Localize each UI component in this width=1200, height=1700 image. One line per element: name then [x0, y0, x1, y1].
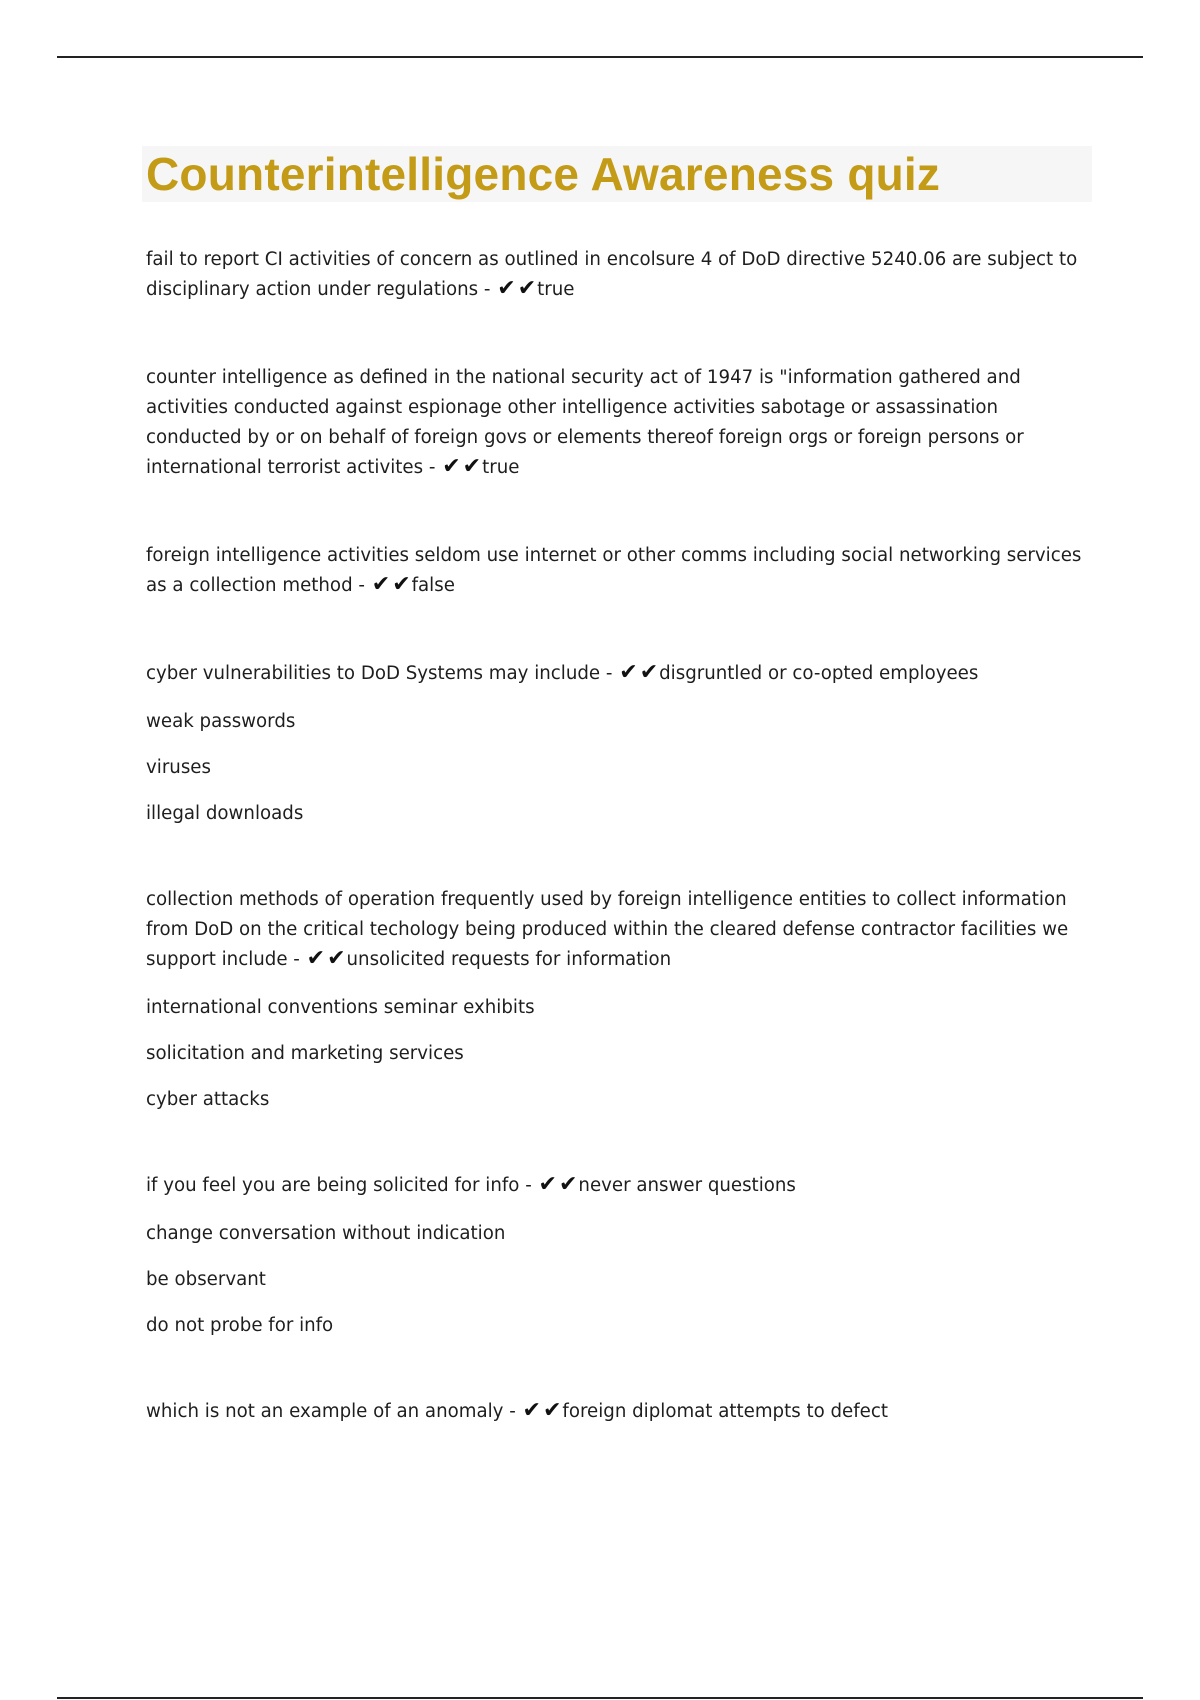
checkmark-icon: ✔ — [522, 1398, 541, 1423]
answer-extra-line: international conventions seminar exhibits — [146, 997, 535, 1018]
qa-item — [146, 363, 1091, 483]
answer-extra-line: cyber attacks — [146, 1089, 270, 1110]
checkmark-icon: ✔ — [462, 454, 482, 479]
separator: - — [423, 457, 442, 478]
separator: - — [519, 1175, 538, 1196]
checkmark-icon: ✔ — [392, 572, 411, 597]
document-title: Counterintelligence Awareness quiz — [146, 148, 941, 200]
question-text: collection methods of operation frequently used by foreign intelligence entities to collect information from DoD on the critical techology being produced within the cleared defense contractor facilities we support include — [146, 889, 1069, 970]
question-text: foreign intelligence activities seldom use internet or other comms including social networking services as a collection method — [146, 545, 1082, 596]
answer-extra-line: illegal downloads — [146, 803, 304, 824]
answer-text: false — [411, 575, 455, 596]
answer-text: true — [482, 457, 520, 478]
answer-extra-line: solicitation and marketing services — [146, 1043, 464, 1064]
separator: - — [503, 1401, 522, 1422]
qa-item — [146, 1171, 1091, 1339]
checkmark-icon: ✔ — [371, 572, 391, 597]
question-text: cyber vulnerabilities to DoD Systems may include — [146, 663, 601, 684]
qa-line — [146, 541, 1091, 601]
checkmark-icon: ✔ — [306, 946, 326, 971]
answer-text: foreign diplomat attempts to defect — [562, 1401, 888, 1422]
qa-item — [146, 659, 1091, 827]
qa-line — [146, 245, 1091, 305]
qa-line — [146, 363, 1091, 483]
checkmark-icon: ✔ — [619, 660, 638, 685]
answer-extra-line: do not probe for info — [146, 1315, 334, 1336]
question-text: which is not an example of an anomaly — [146, 1401, 504, 1422]
answer-extra-line: weak passwords — [146, 711, 296, 732]
footer-rule — [57, 1697, 1143, 1699]
question-text: fail to report CI activities of concern as outlined in encolsure 4 of DoD directive 5240.06 are subject to disciplinary action under regulations — [146, 249, 1078, 300]
qa-line — [146, 1397, 1091, 1427]
qa-line — [146, 885, 1091, 975]
checkmark-icon: ✔ — [442, 454, 461, 479]
header-rule — [57, 56, 1143, 58]
checkmark-icon: ✔ — [538, 1172, 557, 1197]
qa-item — [146, 1397, 1091, 1427]
answer-extra-line: viruses — [146, 757, 211, 778]
separator: - — [287, 949, 306, 970]
answer-text: disgruntled or co-opted employees — [659, 663, 979, 684]
checkmark-icon: ✔ — [517, 276, 537, 301]
answer-text: never answer questions — [578, 1175, 796, 1196]
answer-text: unsolicited requests for information — [346, 949, 672, 970]
question-text: if you feel you are being solicited for info — [146, 1175, 520, 1196]
checkmark-icon: ✔ — [327, 946, 346, 971]
question-text: counter intelligence as defined in the national security act of 1947 is "information gathered and activities conducted against espionage other intelligence activities sabotage or assassination conducted by or on behalf of foreign govs or elements thereof foreign orgs or foreign persons or international terrorist activites — [146, 367, 1024, 478]
separator: - — [352, 575, 371, 596]
separator: - — [478, 279, 497, 300]
checkmark-icon: ✔ — [497, 276, 516, 301]
qa-line — [146, 1171, 1091, 1201]
title-banner — [142, 146, 1092, 202]
answer-text: true — [537, 279, 575, 300]
separator: - — [600, 663, 619, 684]
qa-line — [146, 659, 1091, 689]
checkmark-icon: ✔ — [639, 660, 659, 685]
answer-extra-line: be observant — [146, 1269, 266, 1290]
answer-extra-line: change conversation without indication — [146, 1223, 506, 1244]
qa-item — [146, 541, 1091, 601]
qa-list — [146, 245, 1091, 1485]
checkmark-icon: ✔ — [558, 1172, 578, 1197]
checkmark-icon: ✔ — [542, 1398, 562, 1423]
qa-item — [146, 885, 1091, 1113]
qa-item — [146, 245, 1091, 305]
